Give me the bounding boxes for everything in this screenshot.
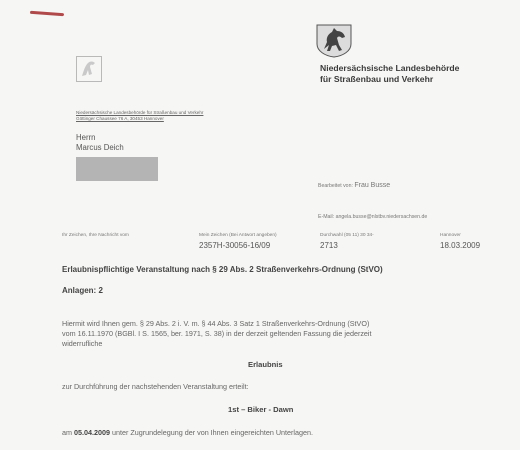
city-label: Hannover: [440, 233, 461, 238]
date-value: 18.03.2009: [440, 241, 481, 250]
coat-of-arms-icon: [76, 56, 102, 82]
permit-heading: Erlaubnis: [248, 360, 283, 369]
recipient-salutation: Herrn: [76, 133, 96, 142]
handled-by-label: Bearbeitet von: [318, 183, 352, 189]
recipient-name: Marcus Deich: [76, 143, 124, 152]
body-paragraph-3: [62, 428, 313, 437]
phone-value: 2713: [320, 241, 338, 250]
para1-line-1: Hiermit wird Ihnen gem. § 29 Abs. 2 i. V. m. § 44 Abs. 3 Satz 1 Straßenverkehrs-Ordnung (StVO): [62, 319, 370, 328]
para3-prefix: am: [62, 428, 72, 437]
authority-line-2: für Straßenbau und Verkehr: [320, 74, 434, 84]
your-ref-label: Ihr Zeichen, Ihre Nachricht vom: [62, 233, 129, 238]
para1-line-2: vom 16.11.1970 (BGBl. I S. 1565, ber. 1971, S. 38) in der derzeit geltenden Fassung die jederzeit: [62, 329, 372, 338]
attachments-note: Anlagen: 2: [62, 286, 103, 295]
handled-by-value: Frau Busse: [354, 182, 391, 189]
authority-name: [320, 63, 459, 85]
pen-mark: [30, 11, 64, 16]
authority-line-1: Niedersächsische Landesbehörde: [320, 63, 460, 73]
body-paragraph-1: [62, 319, 452, 349]
phone-label: Durchwahl (05 11) 30 34-: [320, 233, 374, 238]
letter-subject: Erlaubnispflichtige Veranstaltung nach § 29 Abs. 2 Straßenverkehrs-Ordnung (StVO): [62, 265, 383, 274]
para1-line-3: widerrufliche: [62, 339, 103, 348]
recipient-address: [76, 133, 124, 153]
email-value: angela.busse@nlstbv.niedersachsen.de: [335, 214, 428, 220]
email: E-Mail: angela.busse@nlstbv.niedersachsen.de: [318, 214, 428, 220]
sender-address: [76, 110, 203, 122]
event-name: 1st – Biker - Dawn: [228, 405, 294, 414]
my-ref-value: 2357H-30056-16/09: [199, 241, 271, 250]
my-ref-label: Mein Zeichen (Bei Antwort angeben): [199, 233, 277, 238]
sender-line-1: Niedersächsische Landesbehörde für Straßenbau und Verkehr: [76, 110, 204, 115]
para3-rest: unter Zugrundelegung der von Ihnen eingereichten Unterlagen.: [111, 428, 313, 437]
redacted-address: [76, 157, 158, 181]
email-label: E-Mail: [318, 214, 333, 220]
sender-line-2: Göttinger Chaussee 76 A, 30453 Hannover: [76, 116, 164, 121]
handled-by: Bearbeitet von: Frau Busse: [318, 182, 391, 189]
body-paragraph-2: zur Durchführung der nachstehenden Veranstaltung erteilt:: [62, 382, 249, 391]
horse-emblem-icon: [316, 24, 352, 58]
event-date: 05.04.2009: [74, 428, 110, 437]
